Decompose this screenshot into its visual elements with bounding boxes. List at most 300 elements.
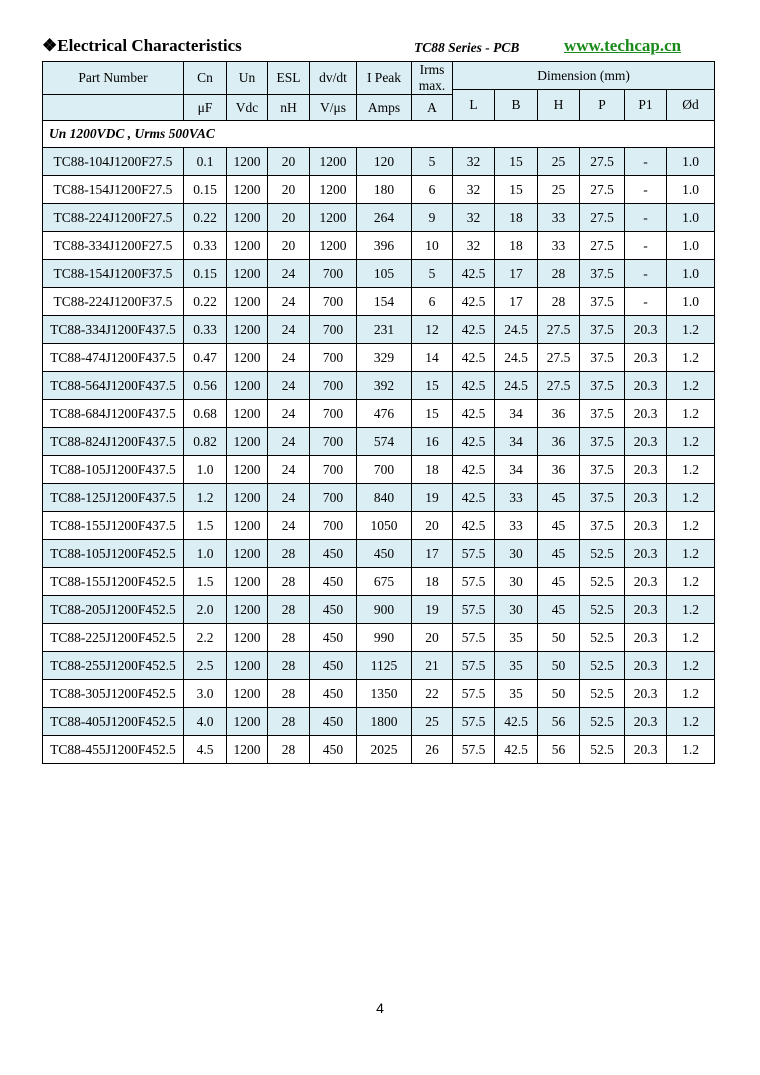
cell-dim-p1: 20.3 [625, 680, 667, 708]
cell-dim-b: 34 [495, 400, 538, 428]
header-cn: Cn [184, 62, 227, 95]
cell-part-number: TC88-334J1200F27.5 [43, 232, 184, 260]
header-ipeak: I Peak [357, 62, 412, 95]
table-row [43, 568, 715, 596]
cell-cn: 0.33 [184, 316, 227, 344]
cell-dim-l: 57.5 [453, 596, 495, 624]
cell-dim-p1: 20.3 [625, 652, 667, 680]
cell-dim-h: 45 [538, 540, 580, 568]
cell-dim-b: 18 [495, 232, 538, 260]
cell-dim-od: 1.0 [667, 176, 715, 204]
cell-dim-h: 45 [538, 512, 580, 540]
cell-un: 1200 [227, 484, 268, 512]
cell-ipeak: 1800 [357, 708, 412, 736]
cell-dvdt: 700 [310, 484, 357, 512]
cell-dvdt: 1200 [310, 176, 357, 204]
table-row [43, 344, 715, 372]
cell-esl: 28 [268, 568, 310, 596]
cell-dim-h: 56 [538, 736, 580, 764]
cell-ipeak: 1350 [357, 680, 412, 708]
cell-dim-l: 42.5 [453, 456, 495, 484]
cell-dim-b: 34 [495, 428, 538, 456]
cell-esl: 28 [268, 540, 310, 568]
table-body [43, 148, 715, 764]
cell-cn: 0.47 [184, 344, 227, 372]
cell-dim-h: 36 [538, 428, 580, 456]
cell-dvdt: 700 [310, 372, 357, 400]
cell-dim-p: 37.5 [580, 288, 625, 316]
cell-cn: 1.2 [184, 484, 227, 512]
cell-ipeak: 264 [357, 204, 412, 232]
cell-dim-od: 1.2 [667, 708, 715, 736]
table-row [43, 400, 715, 428]
cell-part-number: TC88-205J1200F452.5 [43, 596, 184, 624]
website-link[interactable]: www.techcap.cn [564, 36, 682, 55]
cell-dim-l: 32 [453, 204, 495, 232]
cell-esl: 24 [268, 428, 310, 456]
cell-dim-od: 1.2 [667, 596, 715, 624]
cell-dim-b: 34 [495, 456, 538, 484]
table-row [43, 680, 715, 708]
cell-un: 1200 [227, 456, 268, 484]
cell-cn: 0.82 [184, 428, 227, 456]
cell-dim-p: 37.5 [580, 400, 625, 428]
cell-dim-h: 25 [538, 176, 580, 204]
cell-dvdt: 450 [310, 540, 357, 568]
cell-dim-h: 27.5 [538, 344, 580, 372]
cell-dim-l: 42.5 [453, 400, 495, 428]
cell-dim-od: 1.2 [667, 344, 715, 372]
cell-irms: 20 [412, 512, 453, 540]
cell-part-number: TC88-224J1200F37.5 [43, 288, 184, 316]
cell-ipeak: 450 [357, 540, 412, 568]
cell-un: 1200 [227, 680, 268, 708]
cell-dim-p: 27.5 [580, 204, 625, 232]
cell-dvdt: 450 [310, 736, 357, 764]
cell-un: 1200 [227, 596, 268, 624]
cell-dim-b: 42.5 [495, 736, 538, 764]
cell-dim-p1: 20.3 [625, 736, 667, 764]
cell-part-number: TC88-155J1200F452.5 [43, 568, 184, 596]
cell-dim-b: 30 [495, 568, 538, 596]
table-row [43, 708, 715, 736]
cell-dim-b: 33 [495, 512, 538, 540]
cell-dim-b: 18 [495, 204, 538, 232]
cell-dim-p: 27.5 [580, 232, 625, 260]
cell-irms: 20 [412, 624, 453, 652]
cell-un: 1200 [227, 260, 268, 288]
cell-part-number: TC88-824J1200F437.5 [43, 428, 184, 456]
cell-dim-b: 17 [495, 260, 538, 288]
cell-esl: 20 [268, 148, 310, 176]
cell-dim-p1: 20.3 [625, 400, 667, 428]
cell-un: 1200 [227, 400, 268, 428]
table-row [43, 372, 715, 400]
group-label: Un 1200VDC , Urms 500VAC [43, 121, 715, 148]
table-row [43, 736, 715, 764]
table-row [43, 596, 715, 624]
cell-dim-b: 35 [495, 624, 538, 652]
cell-cn: 0.22 [184, 288, 227, 316]
cell-dim-p: 52.5 [580, 596, 625, 624]
cell-cn: 1.5 [184, 512, 227, 540]
cell-esl: 24 [268, 260, 310, 288]
cell-esl: 24 [268, 288, 310, 316]
cell-dim-l: 32 [453, 176, 495, 204]
cell-esl: 24 [268, 316, 310, 344]
cell-esl: 24 [268, 512, 310, 540]
cell-dim-p1: 20.3 [625, 456, 667, 484]
cell-un: 1200 [227, 512, 268, 540]
cell-cn: 1.0 [184, 456, 227, 484]
cell-part-number: TC88-104J1200F27.5 [43, 148, 184, 176]
cell-part-number: TC88-405J1200F452.5 [43, 708, 184, 736]
cell-dim-p1: - [625, 260, 667, 288]
cell-dim-p: 37.5 [580, 512, 625, 540]
cell-part-number: TC88-105J1200F452.5 [43, 540, 184, 568]
cell-dvdt: 700 [310, 316, 357, 344]
cell-dim-p: 37.5 [580, 484, 625, 512]
cell-dim-b: 24.5 [495, 316, 538, 344]
unit-un: Vdc [227, 95, 268, 121]
cell-dim-od: 1.0 [667, 288, 715, 316]
cell-un: 1200 [227, 204, 268, 232]
table-row [43, 260, 715, 288]
cell-ipeak: 900 [357, 596, 412, 624]
cell-dvdt: 450 [310, 708, 357, 736]
cell-irms: 18 [412, 568, 453, 596]
cell-cn: 0.1 [184, 148, 227, 176]
cell-dim-od: 1.0 [667, 148, 715, 176]
cell-cn: 0.15 [184, 260, 227, 288]
series-label: TC88 Series - PCB [414, 40, 520, 55]
cell-dim-od: 1.0 [667, 232, 715, 260]
cell-part-number: TC88-305J1200F452.5 [43, 680, 184, 708]
cell-dim-od: 1.2 [667, 624, 715, 652]
cell-irms: 6 [412, 288, 453, 316]
cell-ipeak: 990 [357, 624, 412, 652]
cell-dim-od: 1.2 [667, 680, 715, 708]
cell-esl: 24 [268, 400, 310, 428]
cell-dim-b: 30 [495, 596, 538, 624]
cell-dim-l: 57.5 [453, 624, 495, 652]
cell-esl: 28 [268, 624, 310, 652]
cell-ipeak: 154 [357, 288, 412, 316]
cell-dim-l: 42.5 [453, 260, 495, 288]
table-row [43, 540, 715, 568]
cell-part-number: TC88-455J1200F452.5 [43, 736, 184, 764]
table-row [43, 288, 715, 316]
cell-dim-od: 1.2 [667, 736, 715, 764]
cell-dvdt: 700 [310, 344, 357, 372]
cell-cn: 2.0 [184, 596, 227, 624]
cell-dim-l: 57.5 [453, 568, 495, 596]
cell-dim-p1: 20.3 [625, 568, 667, 596]
cell-dim-l: 42.5 [453, 344, 495, 372]
cell-un: 1200 [227, 316, 268, 344]
cell-dim-od: 1.2 [667, 372, 715, 400]
cell-ipeak: 840 [357, 484, 412, 512]
table-row [43, 484, 715, 512]
cell-esl: 28 [268, 708, 310, 736]
cell-cn: 2.5 [184, 652, 227, 680]
cell-cn: 4.5 [184, 736, 227, 764]
cell-esl: 24 [268, 456, 310, 484]
cell-cn: 1.5 [184, 568, 227, 596]
cell-dim-od: 1.2 [667, 652, 715, 680]
cell-dvdt: 450 [310, 596, 357, 624]
cell-dim-l: 32 [453, 148, 495, 176]
page-header [42, 34, 714, 58]
cell-dim-p1: 20.3 [625, 484, 667, 512]
cell-un: 1200 [227, 372, 268, 400]
cell-part-number: TC88-564J1200F437.5 [43, 372, 184, 400]
cell-dim-p1: 20.3 [625, 624, 667, 652]
cell-dim-l: 42.5 [453, 372, 495, 400]
cell-dim-h: 50 [538, 680, 580, 708]
cell-dim-p: 52.5 [580, 624, 625, 652]
cell-dim-p1: 20.3 [625, 596, 667, 624]
cell-dvdt: 700 [310, 512, 357, 540]
header-dimension: Dimension (mm) [453, 62, 715, 90]
cell-dim-p: 37.5 [580, 456, 625, 484]
cell-part-number: TC88-684J1200F437.5 [43, 400, 184, 428]
cell-cn: 1.0 [184, 540, 227, 568]
cell-dvdt: 700 [310, 400, 357, 428]
cell-dim-h: 45 [538, 596, 580, 624]
cell-dim-p1: - [625, 204, 667, 232]
cell-dim-p1: - [625, 288, 667, 316]
cell-esl: 20 [268, 176, 310, 204]
cell-dim-h: 28 [538, 288, 580, 316]
cell-dim-od: 1.0 [667, 260, 715, 288]
cell-ipeak: 180 [357, 176, 412, 204]
table-row [43, 624, 715, 652]
page-number: 4 [376, 1000, 384, 1016]
header-dvdt: dv/dt [310, 62, 357, 95]
cell-part-number: TC88-154J1200F37.5 [43, 260, 184, 288]
cell-dim-l: 42.5 [453, 288, 495, 316]
cell-cn: 4.0 [184, 708, 227, 736]
cell-esl: 20 [268, 204, 310, 232]
cell-dim-od: 1.2 [667, 512, 715, 540]
cell-dvdt: 1200 [310, 148, 357, 176]
table-row [43, 176, 715, 204]
cell-un: 1200 [227, 288, 268, 316]
cell-dim-h: 33 [538, 204, 580, 232]
cell-dvdt: 450 [310, 624, 357, 652]
cell-dim-l: 57.5 [453, 680, 495, 708]
cell-ipeak: 120 [357, 148, 412, 176]
cell-dvdt: 700 [310, 288, 357, 316]
cell-dim-od: 1.2 [667, 484, 715, 512]
cell-ipeak: 1050 [357, 512, 412, 540]
cell-irms: 15 [412, 372, 453, 400]
cell-dim-p: 27.5 [580, 176, 625, 204]
cell-dim-b: 24.5 [495, 344, 538, 372]
cell-irms: 17 [412, 540, 453, 568]
cell-dim-h: 36 [538, 456, 580, 484]
cell-esl: 24 [268, 484, 310, 512]
header-irms [412, 62, 453, 95]
cell-irms: 6 [412, 176, 453, 204]
cell-dvdt: 450 [310, 680, 357, 708]
cell-un: 1200 [227, 708, 268, 736]
table-row [43, 316, 715, 344]
cell-dim-p1: 20.3 [625, 708, 667, 736]
header-part-number-unit [43, 95, 184, 121]
cell-un: 1200 [227, 652, 268, 680]
cell-part-number: TC88-224J1200F27.5 [43, 204, 184, 232]
cell-un: 1200 [227, 344, 268, 372]
table-row [43, 148, 715, 176]
unit-cn: μF [184, 95, 227, 121]
cell-cn: 2.2 [184, 624, 227, 652]
cell-dim-l: 32 [453, 232, 495, 260]
cell-esl: 28 [268, 680, 310, 708]
cell-dim-h: 50 [538, 624, 580, 652]
table-row [43, 652, 715, 680]
cell-esl: 20 [268, 232, 310, 260]
cell-irms: 18 [412, 456, 453, 484]
header-dim-l: L [453, 90, 495, 121]
unit-irms: A [412, 95, 453, 121]
cell-dim-b: 35 [495, 652, 538, 680]
cell-irms: 19 [412, 484, 453, 512]
cell-irms: 15 [412, 400, 453, 428]
header-irms-line1: Irms [419, 62, 445, 77]
header-dim-p: P [580, 90, 625, 121]
table-row [43, 232, 715, 260]
cell-dim-h: 56 [538, 708, 580, 736]
cell-dim-l: 57.5 [453, 652, 495, 680]
cell-dim-h: 28 [538, 260, 580, 288]
cell-dim-l: 57.5 [453, 708, 495, 736]
cell-ipeak: 675 [357, 568, 412, 596]
unit-ipeak: Amps [357, 95, 412, 121]
cell-dim-p1: 20.3 [625, 316, 667, 344]
cell-cn: 0.22 [184, 204, 227, 232]
cell-dim-p: 37.5 [580, 428, 625, 456]
cell-dim-b: 15 [495, 148, 538, 176]
table-row [43, 456, 715, 484]
cell-dim-l: 42.5 [453, 512, 495, 540]
cell-cn: 0.15 [184, 176, 227, 204]
cell-dim-od: 1.2 [667, 316, 715, 344]
cell-dim-p1: - [625, 148, 667, 176]
cell-esl: 24 [268, 344, 310, 372]
cell-esl: 28 [268, 652, 310, 680]
cell-part-number: TC88-154J1200F27.5 [43, 176, 184, 204]
cell-dim-b: 42.5 [495, 708, 538, 736]
cell-irms: 14 [412, 344, 453, 372]
cell-dim-h: 45 [538, 484, 580, 512]
cell-dim-b: 17 [495, 288, 538, 316]
cell-dvdt: 700 [310, 456, 357, 484]
cell-ipeak: 329 [357, 344, 412, 372]
cell-dim-l: 57.5 [453, 540, 495, 568]
cell-dim-h: 50 [538, 652, 580, 680]
cell-dim-od: 1.2 [667, 540, 715, 568]
cell-ipeak: 231 [357, 316, 412, 344]
cell-dvdt: 700 [310, 428, 357, 456]
cell-part-number: TC88-225J1200F452.5 [43, 624, 184, 652]
header-dim-h: H [538, 90, 580, 121]
cell-un: 1200 [227, 736, 268, 764]
cell-dim-od: 1.0 [667, 204, 715, 232]
cell-part-number: TC88-105J1200F437.5 [43, 456, 184, 484]
cell-irms: 26 [412, 736, 453, 764]
header-esl: ESL [268, 62, 310, 95]
cell-esl: 24 [268, 372, 310, 400]
cell-irms: 16 [412, 428, 453, 456]
cell-dim-od: 1.2 [667, 568, 715, 596]
cell-irms: 5 [412, 148, 453, 176]
cell-irms: 22 [412, 680, 453, 708]
cell-dim-od: 1.2 [667, 428, 715, 456]
header-dim-p1: P1 [625, 90, 667, 121]
cell-esl: 28 [268, 596, 310, 624]
cell-dim-p: 52.5 [580, 680, 625, 708]
cell-ipeak: 1125 [357, 652, 412, 680]
cell-dim-h: 27.5 [538, 372, 580, 400]
cell-dim-p1: 20.3 [625, 372, 667, 400]
table-row [43, 428, 715, 456]
cell-un: 1200 [227, 176, 268, 204]
header-part-number: Part Number [43, 62, 184, 95]
cell-dim-h: 33 [538, 232, 580, 260]
cell-un: 1200 [227, 148, 268, 176]
cell-irms: 25 [412, 708, 453, 736]
cell-dvdt: 1200 [310, 204, 357, 232]
cell-dim-h: 25 [538, 148, 580, 176]
cell-ipeak: 396 [357, 232, 412, 260]
cell-irms: 21 [412, 652, 453, 680]
cell-part-number: TC88-155J1200F437.5 [43, 512, 184, 540]
cell-dim-od: 1.2 [667, 400, 715, 428]
cell-dim-p: 37.5 [580, 344, 625, 372]
cell-dim-l: 42.5 [453, 316, 495, 344]
cell-dim-p1: - [625, 176, 667, 204]
cell-dim-h: 45 [538, 568, 580, 596]
cell-un: 1200 [227, 624, 268, 652]
cell-dim-p: 37.5 [580, 372, 625, 400]
cell-part-number: TC88-474J1200F437.5 [43, 344, 184, 372]
cell-dim-od: 1.2 [667, 456, 715, 484]
cell-dim-p: 52.5 [580, 540, 625, 568]
cell-esl: 28 [268, 736, 310, 764]
cell-ipeak: 700 [357, 456, 412, 484]
cell-dim-p1: - [625, 232, 667, 260]
cell-dim-l: 57.5 [453, 736, 495, 764]
cell-ipeak: 476 [357, 400, 412, 428]
header-irms-line2: max. [418, 78, 446, 93]
cell-irms: 19 [412, 596, 453, 624]
section-title: ❖Electrical Characteristics [42, 36, 242, 55]
table-row [43, 512, 715, 540]
cell-dim-b: 35 [495, 680, 538, 708]
cell-dim-b: 30 [495, 540, 538, 568]
cell-irms: 12 [412, 316, 453, 344]
unit-esl: nH [268, 95, 310, 121]
cell-part-number: TC88-255J1200F452.5 [43, 652, 184, 680]
cell-dim-p1: 20.3 [625, 512, 667, 540]
cell-un: 1200 [227, 540, 268, 568]
cell-dim-p1: 20.3 [625, 428, 667, 456]
cell-part-number: TC88-125J1200F437.5 [43, 484, 184, 512]
electrical-characteristics-table [42, 61, 715, 764]
cell-dim-p1: 20.3 [625, 344, 667, 372]
